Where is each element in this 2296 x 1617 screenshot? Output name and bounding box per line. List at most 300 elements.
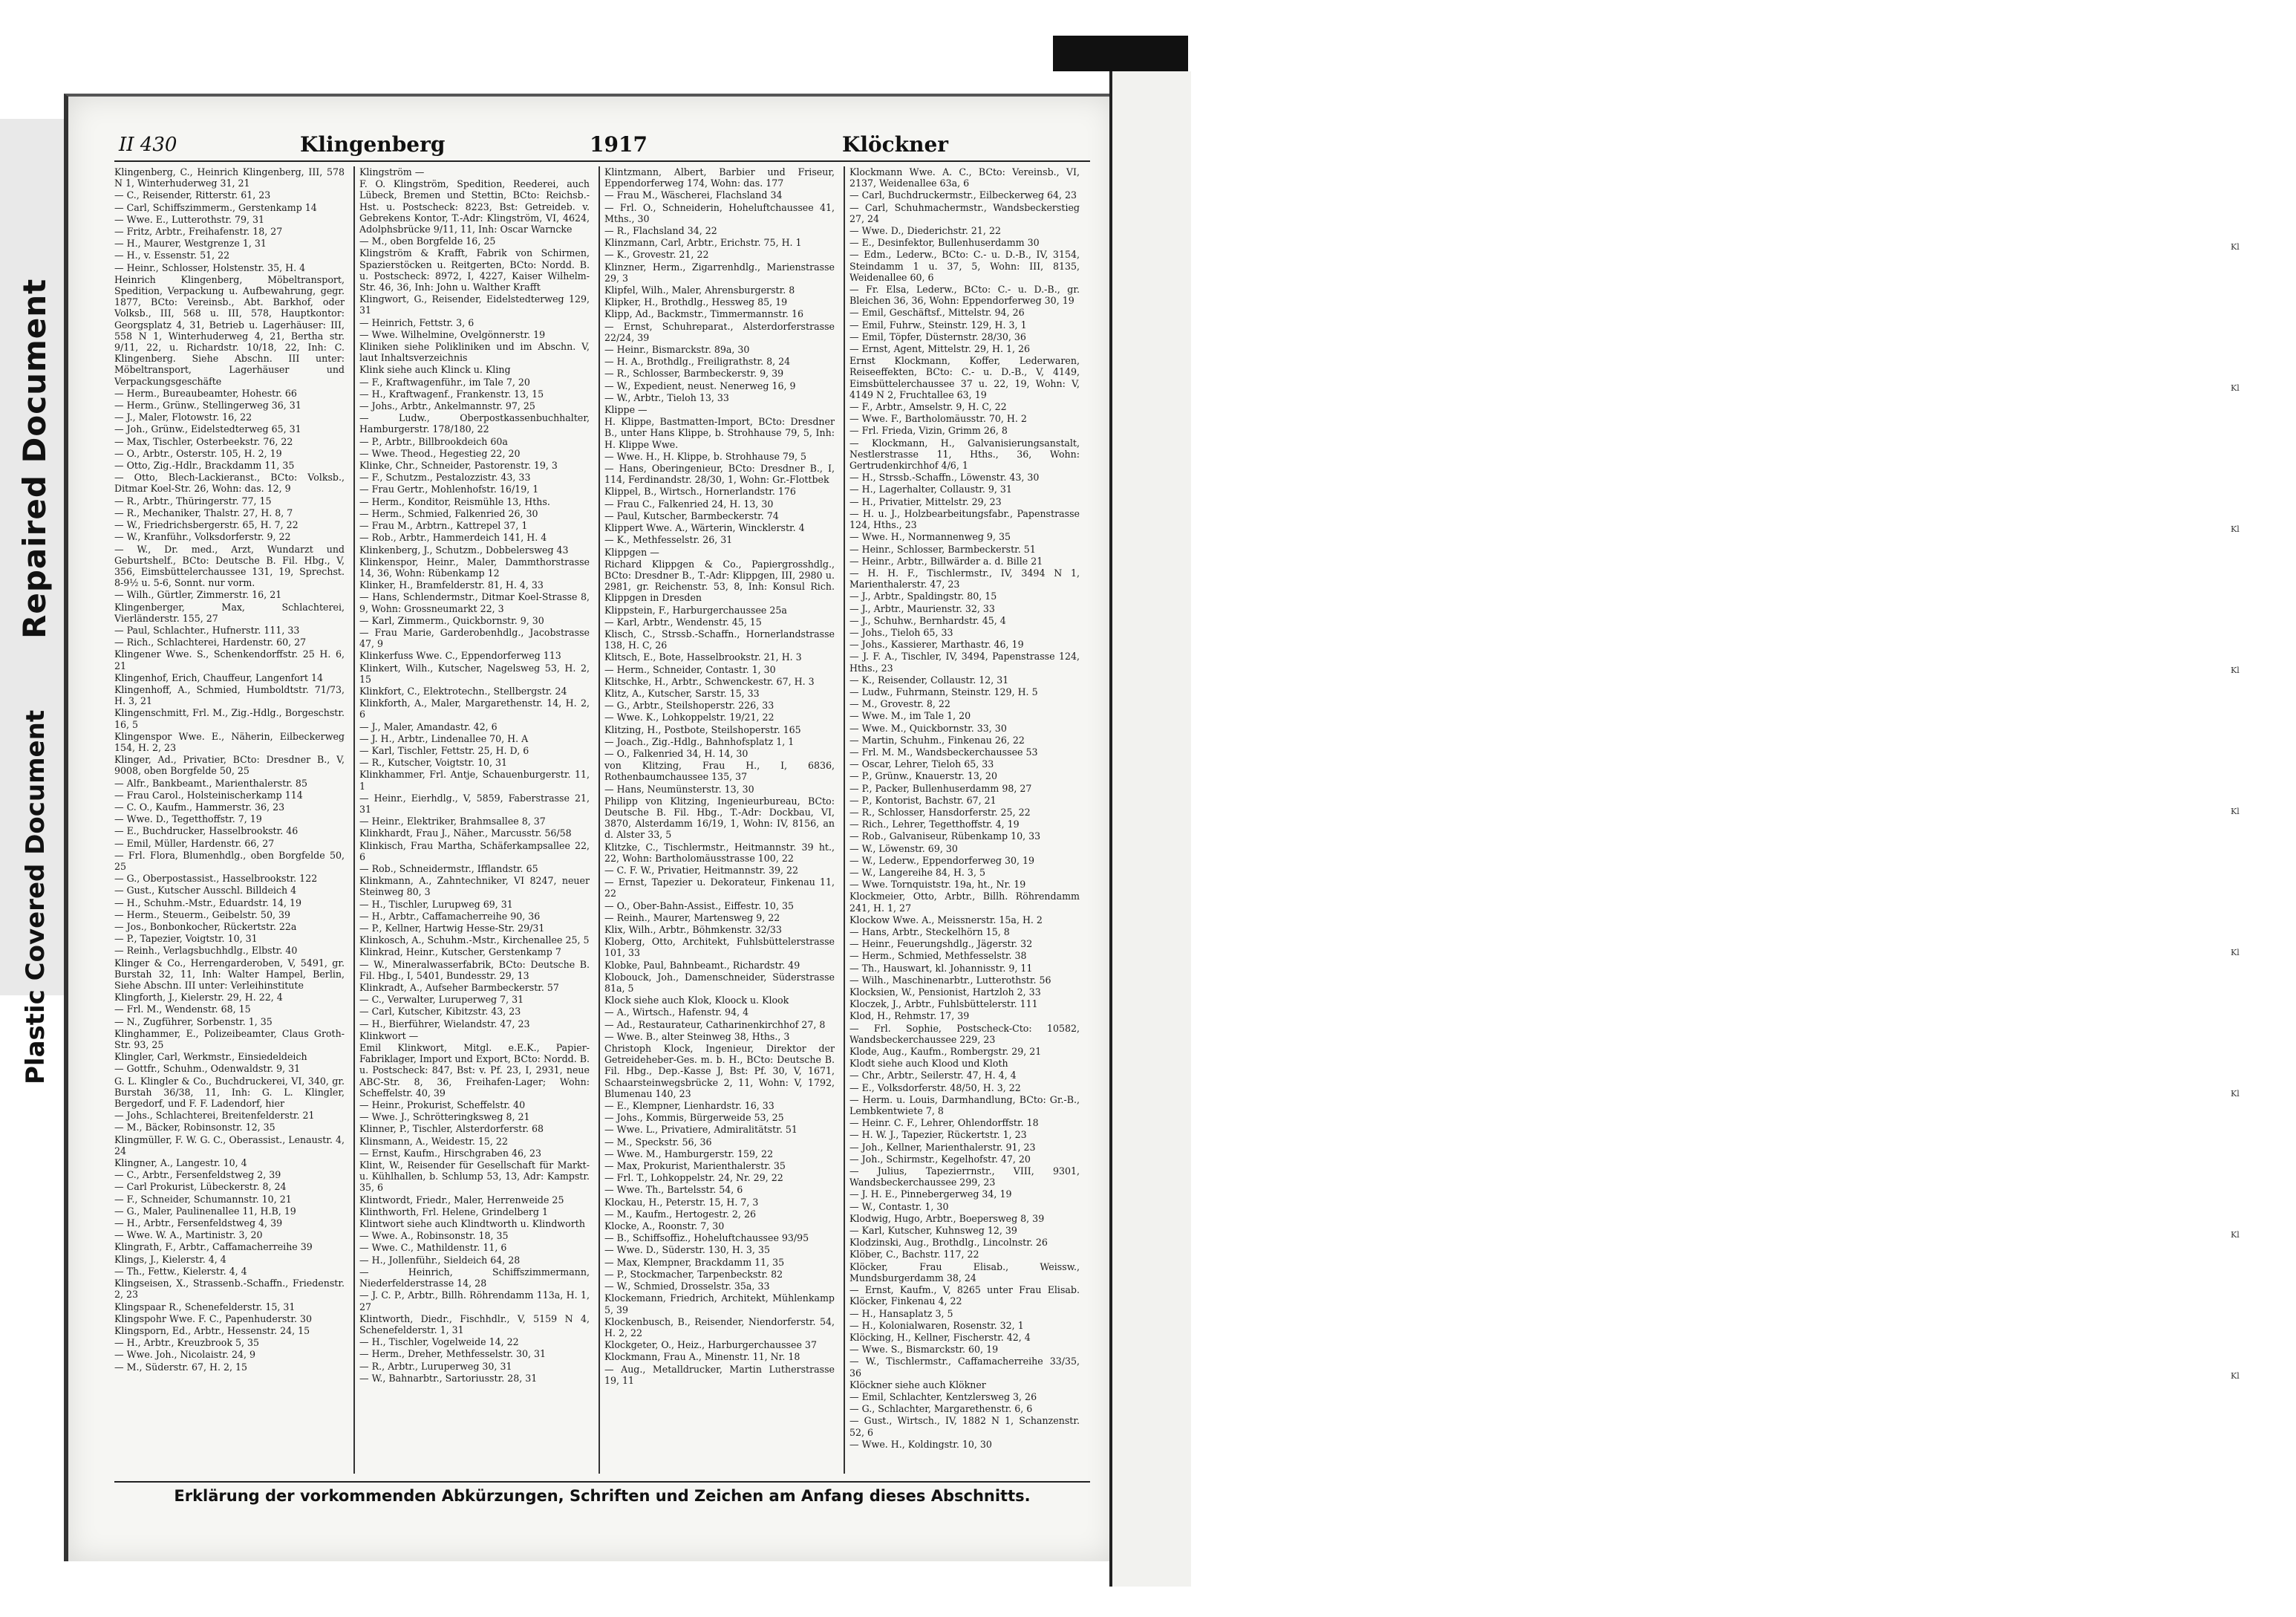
directory-entry: — F., Kraftwagenführ., im Tale 7, 20: [359, 376, 530, 388]
directory-entry: Klinkisch, Frau Martha, Schäferkampsallee 22, 6: [359, 839, 590, 862]
directory-entry: — Rob., Galvaniseur, Rübenkamp 10, 33: [849, 830, 1041, 842]
page-number: II 430: [119, 134, 177, 156]
directory-entry: — Frl. T., Lohkoppelstr. 24, Nr. 29, 22: [604, 1172, 783, 1184]
directory-entry: — H., Arbtr., Kreuzbrook 5, 35: [114, 1337, 260, 1349]
directory-entry: — Reinh., Maurer, Martensweg 9, 22: [604, 911, 780, 923]
directory-entry: Klocke, A., Roonstr. 7, 30: [604, 1220, 725, 1232]
directory-entry: — K., Methfesselstr. 26, 31: [604, 534, 733, 546]
directory-entry: Klinghammer, E., Polizeibeamter, Claus Groth-Str. 93, 25: [114, 1027, 345, 1051]
directory-entry: — Wwe. M., Hamburgerstr. 159, 22: [604, 1148, 774, 1159]
directory-entry: — Gottfr., Schuhm., Odenwaldstr. 9, 31: [114, 1063, 301, 1075]
directory-entry: — F., Schutzm., Pestalozzistr. 43, 33: [359, 472, 531, 484]
directory-entry: Klinkrad, Heinr., Kutscher, Gerstenkamp 7: [359, 946, 561, 958]
directory-entry: — Klockmann, H., Galvanisierungsanstalt, Nestlerstrasse 11, Hths., 36, Wohn: Gertrudenkirchhof 4/6, 1: [849, 437, 1080, 472]
directory-entry: — Heinr., Eierhdlg., V, 5859, Faberstrasse 21, 31: [359, 792, 590, 815]
directory-entry: Klinkerfuss Wwe. C., Eppendorferweg 113: [359, 650, 561, 662]
directory-entry: Klitsch, E., Bote, Hasselbrookstr. 21, H. 3: [604, 651, 802, 663]
directory-entry: — H., Privatier, Mittelstr. 29, 23: [849, 495, 1002, 507]
directory-entry: — Johs., Schlachterei, Breitenfelderstr. 21: [114, 1110, 315, 1122]
directory-entry: — Wwe. D., Diederichstr. 21, 22: [849, 225, 1001, 237]
directory-entry: — Wwe. D., Süderstr. 130, H. 3, 35: [604, 1244, 770, 1256]
directory-entry: — Heinr., Elektriker, Brahmsallee 8, 37: [359, 816, 546, 827]
directory-entry: — M., Kaufm., Hertogestr. 2, 26: [604, 1208, 756, 1220]
directory-entry: — Wwe. Th., Bartelsstr. 54, 6: [604, 1184, 743, 1196]
directory-entry: — W., Löwenstr. 69, 30: [849, 842, 958, 854]
directory-entry: — H., Strssb.-Schaffn., Löwenstr. 43, 30: [849, 472, 1040, 484]
directory-entry: — Rob., Arbtr., Hammerdeich 141, H. 4: [359, 532, 547, 544]
directory-entry: — Hans, Oberingenieur, BCto: Dresdner B., I, 114, Ferdinandstr. 28/30, 1, Wohn: Gr.-Flottbek: [604, 463, 835, 486]
directory-entry: — Rich., Lehrer, Tegetthoffstr. 4, 19: [849, 819, 1020, 830]
directory-entry: — Johs., Kommis, Bürgerweide 53, 25: [604, 1112, 784, 1124]
directory-entry: — Wwe. H., Normannenweg 9, 35: [849, 531, 1011, 543]
next-page-fragment: Kl: [2231, 242, 2240, 252]
directory-entry: — Carl, Schiffszimmerm., Gerstenkamp 14: [114, 201, 317, 213]
directory-entry: — Julius, Tapezierrnstr., VIII, 9301, Wandsbeckerchaussee 299, 23: [849, 1165, 1080, 1188]
directory-entry: — Carl, Kutscher, Kibitzstr. 43, 23: [359, 1006, 521, 1018]
directory-entry: H. Klippe, Bastmatten-Import, BCto: Dresdner B., unter Hans Klippe, b. Strohhause 79, 5, Inh: H. Klippe Wwe.: [604, 416, 835, 450]
scanned-page: [64, 94, 1114, 1561]
directory-entry: — P., Stockmacher, Tarpenbeckstr. 82: [604, 1268, 783, 1280]
directory-entry: — K., Reisender, Collaustr. 12, 31: [849, 674, 1009, 686]
directory-entry: Klipker, H., Brothdlg., Hessweg 85, 19: [604, 296, 788, 308]
directory-entry: — Joach., Zig.-Hdlg., Bahnhofsplatz 1, 1: [604, 735, 795, 747]
header-first-name: Klingenberg: [300, 132, 446, 157]
directory-entry: — Johs., Arbtr., Ankelmannstr. 97, 25: [359, 400, 535, 412]
directory-entry: Klock siehe auch Klok, Kloock u. Klook: [604, 995, 789, 1006]
directory-entry: — Frau Carol., Holsteinischerkamp 114: [114, 789, 303, 801]
directory-entry: Klingner, A., Langestr. 10, 4: [114, 1157, 247, 1169]
directory-entry: — Paul, Schlachter., Hufnerstr. 111, 33: [114, 624, 300, 636]
directory-entry: — Wwe. E., Lutterothstr. 79, 31: [114, 213, 265, 225]
directory-entry: — J., Arbtr., Spaldingstr. 80, 15: [849, 590, 997, 602]
directory-entry: — M., Grovestr. 8, 22: [849, 698, 950, 710]
directory-entry: — Jos., Bonbonkocher, Rückertstr. 22a: [114, 921, 297, 932]
directory-entry: — Karl, Zimmerm., Quickbornstr. 9, 30: [359, 614, 544, 626]
directory-entry: — Karl, Kutscher, Kuhnsweg 12, 39: [849, 1225, 1017, 1237]
directory-entry: — Edm., Lederw., BCto: C.- u. D.-B., IV, 3154, Steindamm 1 u. 37, 5, Wohn: III, 8135, Weidenallee 60, 6: [849, 249, 1080, 283]
directory-entry: — W., Mineralwasserfabrik, BCto: Deutsche B. Fil. Hbg., I, 5401, Bundesstr. 29, 13: [359, 958, 590, 981]
directory-entry: — H., Bierführer, Wielandstr. 47, 23: [359, 1018, 530, 1029]
directory-entry: Klinkhardt, Frau J., Näher., Marcusstr. 56/58: [359, 827, 572, 839]
directory-entry: — J., Maler, Amandastr. 42, 6: [359, 720, 498, 732]
directory-entry: — K., Grovestr. 21, 22: [604, 249, 709, 261]
directory-entry: — J. F. A., Tischler, IV, 3494, Papenstrasse 124, Hths., 23: [849, 651, 1080, 674]
directory-entry: Klinkmann, A., Zahntechniker, VI 8247, neuer Steinweg 80, 3: [359, 875, 590, 898]
directory-entry: Klinkosch, A., Schuhm.-Mstr., Kirchenallee 25, 5: [359, 934, 590, 946]
directory-entry: — W., Friedrichsbergerstr. 65, H. 7, 22: [114, 519, 299, 531]
directory-entry: — G., Oberpostassist., Hasselbrookstr. 122: [114, 873, 318, 885]
directory-entry: — R., Kutscher, Voigtstr. 10, 31: [359, 757, 508, 769]
directory-entry: — Wwe. B., alter Steinweg 38, Hths., 3: [604, 1030, 790, 1042]
directory-entry: — Th., Fettw., Kielerstr. 4, 4: [114, 1265, 247, 1277]
directory-entry: — E., Buchdrucker, Hasselbrookstr. 46: [114, 825, 299, 837]
directory-entry: — J. C. P., Arbtr., Billh. Röhrendamm 113a, H. 1, 27: [359, 1289, 590, 1312]
directory-entry: — Wwe. M., im Tale 1, 20: [849, 710, 971, 722]
directory-column-3: [604, 166, 835, 1474]
directory-entry: — F., Schneider, Schumannstr. 10, 21: [114, 1193, 292, 1205]
directory-entry: — W., Lederw., Eppendorferweg 30, 19: [849, 854, 1035, 866]
directory-entry: Emil Klinkwort, Mitgl. e.E.K., Papier-Fabriklager, Import und Export, BCto: Nordd. B. u. Postscheck: 847, Bst: v. Pf. 23, I, 2931, neue ABC-Str. 8, 36, Freihafen-Lager; Wohn: Scheffelstr. 40, 39: [359, 1042, 590, 1099]
directory-entry: Klintwordt, Friedr., Maler, Herrenweide 25: [359, 1194, 564, 1206]
directory-entry: — Wwe. J., Schrötteringksweg 8, 21: [359, 1111, 530, 1123]
directory-entry: Klinker, H., Bramfelderstr. 81, H. 4, 33: [359, 579, 544, 591]
directory-entry: — G., Maler, Paulinenallee 11, H.B, 19: [114, 1205, 296, 1217]
directory-entry: Klinsmann, A., Weidestr. 15, 22: [359, 1135, 508, 1147]
directory-entry: — W., Contastr. 1, 30: [849, 1200, 949, 1212]
directory-entry: — Frau M., Wäscherei, Flachsland 34: [604, 189, 783, 201]
directory-entry: Klockmeier, Otto, Arbtr., Billh. Röhrendamm 241, H. 1, 27: [849, 891, 1080, 914]
directory-entry: Klinger, Ad., Privatier, BCto: Dresdner B., V, 9008, oben Borgfelde 50, 25: [114, 754, 345, 777]
directory-entry: von Klitzing, Frau H., I, 6836, Rothenbaumchaussee 135, 37: [604, 760, 835, 783]
directory-entry: — P., Grünw., Knauerstr. 13, 20: [849, 770, 997, 782]
directory-entry: — Heinr., Feuerungshdlg., Jägerstr. 32: [849, 938, 1033, 950]
directory-entry: — Martin, Schuhm., Finkenau 26, 22: [849, 734, 1025, 746]
directory-entry: — Hans, Schlendermstr., Ditmar Koel-Strasse 8, 9, Wohn: Grossneumarkt 22, 3: [359, 591, 590, 614]
directory-entry: G. L. Klingler & Co., Buchdruckerei, VI, 340, gr. Burstah 36/38, 11, Inh: G. L. Klingler, Bergedorf, und F. F. Ladendorf, hier: [114, 1075, 345, 1110]
directory-entry: — H., Schuhm.-Mstr., Eduardstr. 14, 19: [114, 897, 302, 908]
directory-entry: — Wwe. H., Koldingstr. 10, 30: [849, 1438, 992, 1450]
directory-entry: Klöcker, Frau Elisab., Weissw., Mundsburgerdamm 38, 24: [849, 1260, 1080, 1283]
directory-entry: Heinrich Klingenberg, Möbeltransport, Spedition, Verpackung u. Aufbewahrung, gegr. 1877, BCto: Vereinsb., Abt. Barkhof, oder Volksb., III, 568 u. III, 578, Hauptkontor: Georgsplatz 4, 31, Betrieb u. Lagerhäuser: III, 558 N 1, Winterhuderweg 4, 21, Bertha str. 9/11, 22, u. Richardstr. 10/18, 22, Inh: C. Klingenberg. Siehe Abschn. III unter: Möbeltransport, Lagerhäuser und Verpackungsgeschäfte: [114, 273, 345, 387]
directory-entry: Klitzing, H., Postbote, Steilshoperstr. 165: [604, 723, 801, 735]
directory-entry: — Hans, Arbtr., Steckelhörn 15, 8: [849, 926, 1010, 937]
directory-entry: Klingseisen, X., Strassenb.-Schaffn., Friedenstr. 2, 23: [114, 1278, 345, 1301]
directory-entry: — E., Volksdorferstr. 48/50, H. 3, 22: [849, 1081, 1021, 1093]
directory-entry: Klingenberg, C., Heinrich Klingenberg, III, 578 N 1, Winterhuderweg 31, 21: [114, 166, 345, 189]
directory-entry: Klöber, C., Bachstr. 117, 22: [849, 1249, 979, 1260]
directory-entry: — Heinr., Bismarckstr. 89a, 30: [604, 344, 750, 356]
abbreviation-footer: Erklärung der vorkommenden Abkürzungen, Schriften und Zeichen am Anfang dieses Abschnitts.: [114, 1481, 1090, 1509]
directory-entry: — Gust., Kutscher Ausschl. Billdeich 4: [114, 885, 297, 897]
directory-entry: — Paul, Kutscher, Barmbeckerstr. 74: [604, 510, 779, 521]
directory-entry: — H. u. J., Holzbearbeitungsfabr., Papenstrasse 124, Hths., 23: [849, 507, 1080, 531]
directory-entry: — Alfr., Bankbeamt., Marienthalerstr. 85: [114, 777, 307, 789]
directory-entry: — P., Tapezier, Voigtstr. 10, 31: [114, 933, 258, 945]
directory-entry: — R., Flachsland 34, 22: [604, 225, 717, 237]
directory-entry: — Ludw., Fuhrmann, Steinstr. 129, H. 5: [849, 686, 1038, 697]
directory-entry: Klinger & Co., Herrengarderoben, V, 5491, gr. Burstah 32, 11, Inh: Walter Hampel, Berlin, Siehe Abschn. III unter: Verleihinstitute: [114, 957, 345, 992]
directory-entry: — Max, Prokurist, Marienthalerstr. 35: [604, 1160, 786, 1172]
next-page-fragment: Kl: [2231, 666, 2240, 675]
directory-entry: — Oscar, Lehrer, Tieloh 65, 33: [849, 758, 994, 770]
directory-column-1: [114, 166, 345, 1474]
directory-entry: — H., Kolonialwaren, Rosenstr. 32, 1: [849, 1319, 1024, 1331]
directory-entry: — W., Langereihe 84, H. 3, 5: [849, 866, 985, 878]
directory-entry: — H., Arbtr., Caffamacherreihe 90, 36: [359, 910, 541, 922]
directory-entry: — Frl. O., Schneiderin, Hoheluftchaussee 41, Mths., 30: [604, 201, 835, 224]
directory-entry: — H., Arbtr., Fersenfeldstweg 4, 39: [114, 1217, 283, 1229]
directory-entry: — J., Schuhw., Bernhardstr. 45, 4: [849, 614, 1006, 626]
directory-entry: Klingspohr Wwe. F. C., Papenhuderstr. 30: [114, 1312, 313, 1324]
directory-entry: — H., Maurer, Westgrenze 1, 31: [114, 238, 267, 250]
directory-entry: — G., Schlachter, Margarethenstr. 6, 6: [849, 1403, 1033, 1415]
directory-entry: — Aug., Metalldrucker, Martin Lutherstrasse 19, 11: [604, 1363, 835, 1386]
directory-entry: — Hans, Neumünsterstr. 13, 30: [604, 783, 754, 795]
directory-entry: — Heinr., Prokurist, Scheffelstr. 40: [359, 1099, 526, 1111]
directory-entry: Klockemann, Friedrich, Architekt, Mühlenkamp 5, 39: [604, 1292, 835, 1315]
directory-entry: — E., Klempner, Lienhardstr. 16, 33: [604, 1100, 774, 1112]
directory-entry: Klink siehe auch Klinck u. Kling: [359, 364, 511, 376]
directory-entry: — O., Arbtr., Osterstr. 105, H. 2, 19: [114, 447, 282, 459]
directory-entry: — Wwe. W. A., Martinistr. 3, 20: [114, 1229, 263, 1241]
directory-entry: — Carl, Schuhmachermstr., Wandsbeckerstieg 27, 24: [849, 201, 1080, 224]
directory-entry: — N., Zugführer, Sorbenstr. 1, 35: [114, 1015, 273, 1027]
directory-entry: — Otto, Zig.-Hdlr., Brackdamm 11, 35: [114, 460, 295, 472]
directory-entry: — G., Arbtr., Steilshoperstr. 226, 33: [604, 700, 774, 712]
directory-entry: — Rob., Schneidermstr., Ifflandstr. 65: [359, 862, 538, 874]
directory-entry: — J., Arbtr., Maurienstr. 32, 33: [849, 602, 995, 614]
directory-entry: — C. F. W., Privatier, Heitmannstr. 39, 22: [604, 864, 799, 876]
directory-entry: — Emil, Fuhrw., Steinstr. 129, H. 3, 1: [849, 319, 1027, 331]
directory-entry: — P., Arbtr., Billbrookdeich 60a: [359, 435, 508, 447]
directory-entry: Klippert Wwe. A., Wärterin, Wincklerstr. 4: [604, 522, 805, 534]
directory-entry: — M., oben Borgfelde 16, 25: [359, 235, 496, 247]
directory-entry: — P., Packer, Bullenhuserdamm 98, 27: [849, 782, 1032, 794]
directory-entry: — Frl. Flora, Blumenhdlg., oben Borgfelde 50, 25: [114, 849, 345, 872]
directory-entry: — Fr. Elsa, Lederw., BCto: C.- u. D.-B., gr. Bleichen 36, 36, Wohn: Eppendorferweg 30, 19: [849, 284, 1080, 307]
page-header: [114, 131, 1090, 162]
directory-entry: Klöcking, H., Kellner, Fischerstr. 42, 4: [849, 1331, 1031, 1343]
directory-entry: Klocksien, W., Pensionist, Hartzloh 2, 33: [849, 986, 1041, 998]
directory-entry: — H., Hansaplatz 3, 5: [849, 1307, 953, 1319]
directory-entry: Klodwig, Hugo, Arbtr., Boepersweg 8, 39: [849, 1212, 1045, 1224]
directory-entry: — Emil, Töpfer, Düsternstr. 28/30, 36: [849, 331, 1026, 342]
directory-entry: — P., Kontorist, Bachstr. 67, 21: [849, 794, 997, 806]
column-divider: [353, 166, 355, 1474]
directory-entry: — Wwe. Tornquiststr. 19a, ht., Nr. 19: [849, 879, 1026, 891]
directory-entry: — H., v. Essenstr. 51, 22: [114, 250, 230, 261]
directory-entry: — Herm., Steuerm., Geibelstr. 50, 39: [114, 908, 290, 920]
directory-entry: — R., Schlosser, Hansdorferstr. 25, 22: [849, 806, 1031, 818]
directory-entry: — Heinr., Arbtr., Billwärder a. d. Bille 21: [849, 555, 1043, 567]
directory-entry: Klix, Wilh., Arbtr., Böhmkenstr. 32/33: [604, 924, 782, 935]
next-page-fragment: Kl: [2231, 1089, 2240, 1099]
directory-entry: — Wwe. C., Mathildenstr. 11, 6: [359, 1242, 507, 1254]
directory-entry: — Herm., Dreher, Methfesselstr. 30, 31: [359, 1348, 547, 1360]
directory-entry: — Wilh., Maschinenarbtr., Lutterothstr. 56: [849, 974, 1051, 986]
directory-entry: Klingenberger, Max, Schlachterei, Vierländerstr. 155, 27: [114, 601, 345, 624]
directory-entry: — Johs., Tieloh 65, 33: [849, 626, 953, 638]
directory-entry: Klisch, C., Strssb.-Schaffn., Hornerlandstrasse 138, H. C, 26: [604, 628, 835, 651]
directory-entry: — Wwe. Theod., Hegestieg 22, 20: [359, 447, 521, 459]
directory-entry: — B., Schiffsoffiz., Hoheluftchaussee 93/95: [604, 1232, 809, 1244]
directory-entry: Klippe —: [604, 404, 648, 416]
directory-entry: — Frau C., Falkenried 24, H. 13, 30: [604, 498, 774, 510]
directory-entry: — R., Arbtr., Thüringerstr. 77, 15: [114, 495, 272, 507]
directory-entry: — M., Speckstr. 56, 36: [604, 1136, 712, 1148]
directory-entry: Christoph Klock, Ingenieur, Direktor der Getreideheber-Ges. m. b. H., BCto: Deutsche B. Fil. Hbg., Dep.-Kasse J, Bst: Pf. 30, V, 1671, Schaarsteinwegsbrücke 2, 11, Wohn: V, 1792, Blumenau 140, 23: [604, 1043, 835, 1099]
directory-entry: — W., Bahnarbtr., Sartoriusstr. 28, 31: [359, 1372, 538, 1384]
directory-entry: — H. W. J., Tapezier, Rückertstr. 1, 23: [849, 1129, 1027, 1141]
directory-entry: — R., Mechaniker, Thalstr. 27, H. 8, 7: [114, 507, 293, 518]
directory-entry: — R., Arbtr., Luruperweg 30, 31: [359, 1360, 512, 1372]
directory-entry: Klingenspor Wwe. E., Näherin, Eilbeckerweg 154, H. 2, 23: [114, 730, 345, 753]
next-page-fragment: Kl: [2231, 383, 2240, 393]
directory-entry: — Frl. Sophie, Postscheck-Cto: 10582, Wandsbeckerchaussee 229, 23: [849, 1022, 1080, 1045]
directory-entry: — Emil, Geschäftsf., Mittelstr. 94, 26: [849, 307, 1025, 319]
directory-entry: — W., Arbtr., Tieloh 13, 33: [604, 391, 729, 403]
directory-entry: — W., Schmied, Drosselstr. 35a, 33: [604, 1281, 770, 1292]
directory-entry: — Ernst, Kaufm., Hirschgraben 46, 23: [359, 1147, 542, 1159]
directory-entry: Philipp von Klitzing, Ingenieurbureau, BCto: Deutsche B. Fil. Hbg., T.-Adr: Dockbau, VI, 3870, Alsterdamm 16/19, 1, Wohn: IV, 8156, an d. Alster 33, 5: [604, 795, 835, 841]
directory-entry: — Herm., Schmied, Falkenried 26, 30: [359, 507, 538, 519]
directory-entry: — Heinr., Schlosser, Holstenstr. 35, H. 4: [114, 261, 306, 273]
directory-entry: — Max, Klempner, Brackdamm 11, 35: [604, 1256, 785, 1268]
directory-entry: Klingforth, J., Kielerstr. 29, H. 22, 4: [114, 992, 283, 1003]
directory-entry: — Wwe. A., Robinsonstr. 18, 35: [359, 1230, 509, 1242]
directory-entry: Klings, J., Kielerstr. 4, 4: [114, 1253, 226, 1265]
directory-entry: Klingström —: [359, 166, 425, 178]
directory-entry: — Heinrich, Schiffszimmermann, Niederfelderstrasse 14, 28: [359, 1266, 590, 1289]
header-year: 1917: [590, 132, 648, 157]
directory-entry: — H. A., Brothdlg., Freiligrathstr. 8, 24: [604, 356, 791, 368]
directory-entry: Klinke, Chr., Schneider, Pastorenstr. 19, 3: [359, 460, 558, 472]
directory-entry: — Otto, Blech-Lackieranst., BCto: Volksb., Ditmar Koel-Str. 26, Wohn: das. 12, 9: [114, 472, 345, 495]
directory-columns: [114, 166, 1090, 1474]
directory-entry: Klintworth, Diedr., Fischhdlr., V, 5159 N 4, Schenefelderstr. 1, 31: [359, 1312, 590, 1335]
directory-entry: — Wwe. D., Tegetthoffstr. 7, 19: [114, 813, 262, 825]
directory-entry: — Ernst, Tapezier u. Dekorateur, Finkenau 11, 22: [604, 876, 835, 899]
directory-entry: Klingenhof, Erich, Chauffeur, Langenfort 14: [114, 671, 324, 683]
next-page-edge: [1109, 71, 2240, 1587]
directory-entry: Klinkhammer, Frl. Antje, Schauenburgerstr. 11, 1: [359, 769, 590, 792]
header-last-name: Klöckner: [842, 132, 949, 157]
directory-entry: Klitzke, C., Tischlermstr., Heitmannstr. 39 ht., 22, Wohn: Bartholomäusstrasse 100, 22: [604, 841, 835, 864]
directory-entry: Klockau, H., Peterstr. 15, H. 7, 3: [604, 1196, 759, 1208]
directory-entry: Klippgen —: [604, 546, 659, 558]
directory-entry: — H. H. F., Tischlermstr., IV, 3494 N 1, Marienthalerstr. 47, 23: [849, 567, 1080, 590]
directory-entry: Klinner, P., Tischler, Alsterdorferstr. 68: [359, 1123, 544, 1135]
directory-entry: Klobouck, Joh., Damenschneider, Süderstrasse 81a, 5: [604, 971, 835, 995]
directory-entry: — W., Tischlermstr., Caffamacherreihe 33/35, 36: [849, 1356, 1080, 1379]
directory-entry: — Frl. M., Wendenstr. 68, 15: [114, 1003, 251, 1015]
directory-entry: — Wilh., Gürtler, Zimmerstr. 16, 21: [114, 589, 282, 601]
directory-entry: Klingwort, G., Reisender, Eidelstedterweg 129, 31: [359, 293, 590, 316]
directory-entry: — Karl, Tischler, Fettstr. 25, H. D, 6: [359, 744, 529, 756]
directory-entry: — Herm., Bureaubeamter, Hohestr. 66: [114, 387, 297, 399]
directory-entry: — Frau M., Arbtrn., Kattrepel 37, 1: [359, 520, 528, 532]
next-page-fragment: Kl: [2231, 524, 2240, 534]
next-page-fragment: Kl: [2231, 948, 2240, 957]
directory-entry: — Fritz, Arbtr., Freihafenstr. 18, 27: [114, 226, 283, 238]
directory-entry: Klipfel, Wilh., Maler, Ahrensburgerstr. 8: [604, 284, 795, 296]
directory-entry: Klockenbusch, B., Reisender, Niendorferstr. 54, H. 2, 22: [604, 1315, 835, 1338]
directory-entry: — Ernst, Schuhreparat., Alsterdorferstrasse 22/24, 39: [604, 320, 835, 343]
directory-entry: — Herm., Schneider, Contastr. 1, 30: [604, 663, 776, 675]
directory-entry: Klingspaar R., Schenefelderstr. 15, 31: [114, 1301, 296, 1312]
directory-entry: — Herm., Grünw., Stellingerweg 36, 31: [114, 400, 301, 411]
directory-entry: — M., Süderstr. 67, H. 2, 15: [114, 1361, 248, 1373]
directory-entry: — Joh., Kellner, Marienthalerstr. 91, 23: [849, 1141, 1036, 1153]
directory-entry: — C., Reisender, Ritterstr. 61, 23: [114, 189, 271, 201]
directory-entry: Klodt siehe auch Klood und Kloth: [849, 1058, 1008, 1070]
directory-entry: — Rich., Schlachterei, Hardenstr. 60, 27: [114, 637, 307, 648]
next-page-fragment: Kl: [2231, 1371, 2240, 1381]
page-content: [114, 131, 1090, 1527]
directory-entry: Kliniken siehe Polikliniken und im Abschn. V, laut Inhaltsverzeichnis: [359, 341, 590, 364]
directory-entry: — W., Expedient, neust. Nenerweg 16, 9: [604, 380, 796, 391]
directory-entry: — H., Lagerhalter, Collaustr. 9, 31: [849, 484, 1012, 495]
directory-entry: Klingström & Krafft, Fabrik von Schirmen, Spazierstöcken u. Reitgerten, BCto: Nordd. B. u. Postscheck: 8972, I, 4227, Kaiser Wilhelm-Str. 46, 36, Inh: John u. Walther Krafft: [359, 247, 590, 293]
directory-entry: Klobke, Paul, Bahnbeamt., Richardstr. 49: [604, 959, 800, 971]
directory-entry: Klinkwort —: [359, 1029, 419, 1041]
directory-entry: — Frau Marie, Garderobenhdlg., Jacobstrasse 47, 9: [359, 626, 590, 650]
directory-entry: — Karl, Arbtr., Wendenstr. 45, 15: [604, 616, 762, 628]
directory-entry: Klinkradt, A., Aufseher Barmbeckerstr. 57: [359, 982, 559, 994]
directory-entry: Klingenschmitt, Frl. M., Zig.-Hdlg., Borgeschstr. 16, 5: [114, 707, 345, 730]
directory-entry: — Frau Gertr., Mohlenhofstr. 16/19, 1: [359, 484, 539, 495]
directory-entry: — A., Wirtsch., Hafenstr. 94, 4: [604, 1006, 749, 1018]
directory-entry: — Ad., Restaurateur, Catharinenkirchhof 27, 8: [604, 1018, 826, 1030]
directory-entry: — E., Desinfektor, Bullenhuserdamm 30: [849, 237, 1040, 249]
directory-entry: Klod, H., Rehmstr. 17, 39: [849, 1010, 970, 1022]
directory-column-4: [849, 166, 1080, 1474]
directory-entry: — Carl, Buchdruckermstr., Eilbeckerweg 64, 23: [849, 189, 1077, 201]
directory-entry: Klinkforth, A., Maler, Margarethenstr. 14, H. 2, 6: [359, 697, 590, 720]
directory-entry: — Heinr. C. F., Lehrer, Ohlendorffstr. 18: [849, 1117, 1039, 1129]
directory-entry: — R., Schlosser, Barmbeckerstr. 9, 39: [604, 368, 784, 380]
directory-entry: — Emil, Müller, Hardenstr. 66, 27: [114, 837, 275, 849]
directory-entry: Klinkert, Wilh., Kutscher, Nagelsweg 53, H. 2, 15: [359, 662, 590, 685]
directory-entry: Klingenhoff, A., Schmied, Humboldtstr. 71/73, H. 3, 21: [114, 683, 345, 707]
directory-entry: — Wwe. H., H. Klippe, b. Strohhause 79, 5: [604, 450, 806, 462]
directory-entry: Klingsporn, Ed., Arbtr., Hessenstr. 24, 15: [114, 1324, 310, 1336]
directory-entry: Klockmann, Frau A., Minenstr. 11, Nr. 18: [604, 1351, 800, 1363]
directory-entry: Klitschke, H., Arbtr., Schwenckestr. 67, H. 3: [604, 675, 815, 687]
directory-entry: — Emil, Schlachter, Kentzlersweg 3, 26: [849, 1390, 1037, 1402]
directory-entry: — P., Kellner, Hartwig Hesse-Str. 29/31: [359, 923, 545, 934]
directory-entry: Klode, Aug., Kaufm., Rombergstr. 29, 21: [849, 1046, 1042, 1058]
directory-entry: Klöckner siehe auch Klökner: [849, 1379, 986, 1390]
directory-entry: Kloczek, J., Arbtr., Fuhlsbüttelerstr. 111: [849, 998, 1038, 1010]
directory-entry: — Herm., Schmied, Methfesselstr. 38: [849, 950, 1027, 962]
directory-entry: Klockgeter, O., Heiz., Harburgerchaussee 37: [604, 1339, 817, 1351]
directory-entry: Klockmann Wwe. A. C., BCto: Vereinsb., VI, 2137, Weidenallee 63a, 6: [849, 166, 1080, 189]
directory-entry: Klingmüller, F. W. G. C., Oberassist., Lenaustr. 4, 24: [114, 1133, 345, 1156]
directory-entry: — J., Maler, Flotowstr. 16, 22: [114, 411, 252, 423]
next-page-fragments: [2226, 242, 2296, 1579]
plastic-covered-label: Plastic Covered Document: [21, 709, 50, 1084]
directory-entry: Klipp, Ad., Backmstr., Timmermannstr. 16: [604, 308, 803, 320]
next-page-fragment: Kl: [2231, 1230, 2240, 1240]
directory-entry: — C., Verwalter, Luruperweg 7, 31: [359, 994, 524, 1006]
directory-entry: Klingrath, F., Arbtr., Caffamacherreihe 39: [114, 1241, 313, 1253]
directory-entry: Klingler, Carl, Werkmstr., Einsiedeldeich: [114, 1051, 307, 1063]
directory-entry: Klippstein, F., Harburgerchaussee 25a: [604, 604, 787, 616]
directory-entry: — Herm., Konditor, Reismühle 13, Hths.: [359, 495, 550, 507]
scan-dark-corner: [1053, 36, 1188, 71]
directory-entry: — C. O., Kaufm., Hammerstr. 36, 23: [114, 801, 285, 813]
directory-entry: — Ernst, Kaufm., V, 8265 unter Frau Elisab. Klöcker, Finkenau 4, 22: [849, 1284, 1080, 1307]
directory-entry: Klint, W., Reisender für Gesellschaft für Markt- u. Kühlhallen, b. Schlump 53, 13, Adr: Kampstr. 35, 6: [359, 1159, 590, 1194]
directory-entry: Richard Klippgen & Co., Papiergrosshdlg., BCto: Dresdner B., T.-Adr: Klippgen, III, 2980 u. 2981, gr. Reichenstr. 53, 8, Inh: Konsul Rich. Klippgen in Dresden: [604, 558, 835, 604]
directory-entry: — Gust., Wirtsch., IV, 1882 N 1, Schanzenstr. 52, 6: [849, 1415, 1080, 1438]
directory-entry: — F., Arbtr., Amselstr. 9, H. C, 22: [849, 401, 1007, 413]
directory-entry: Klippel, B., Wirtsch., Hornerlandstr. 176: [604, 486, 796, 498]
directory-entry: Klinkenberg, J., Schutzm., Dobbelersweg 43: [359, 544, 569, 556]
directory-entry: — W., Kranführ., Volksdorferstr. 9, 22: [114, 531, 291, 543]
directory-entry: — W., Dr. med., Arzt, Wundarzt und Geburtshelf., BCto: Deutsche B. Fil. Hbg., V, 356, Eimsbüttelerchaussee 131, 19, Sprechst. 8-9½ u. 5-6, Sonnt. nur vorm.: [114, 543, 345, 589]
directory-entry: Klintzmann, Albert, Barbier und Friseur, Eppendorferweg 174, Wohn: das. 177: [604, 166, 835, 189]
directory-entry: Klinzner, Herm., Zigarrenhdlg., Marienstrasse 29, 3: [604, 261, 835, 284]
directory-entry: Klodzinski, Aug., Brothdlg., Lincolnstr. 26: [849, 1237, 1048, 1249]
directory-entry: Klockow Wwe. A., Meissnerstr. 15a, H. 2: [849, 914, 1043, 925]
directory-entry: — Carl Prokurist, Lübeckerstr. 8, 24: [114, 1181, 287, 1193]
directory-entry: — Wwe. S., Bismarckstr. 60, 19: [849, 1344, 999, 1356]
directory-entry: Klinkfort, C., Elektrotechn., Stellbergstr. 24: [359, 685, 567, 697]
directory-entry: Klinthworth, Frl. Helene, Grindelberg 1: [359, 1206, 548, 1217]
directory-entry: — Frl. Frieda, Vizin, Grimm 26, 8: [849, 425, 1008, 437]
